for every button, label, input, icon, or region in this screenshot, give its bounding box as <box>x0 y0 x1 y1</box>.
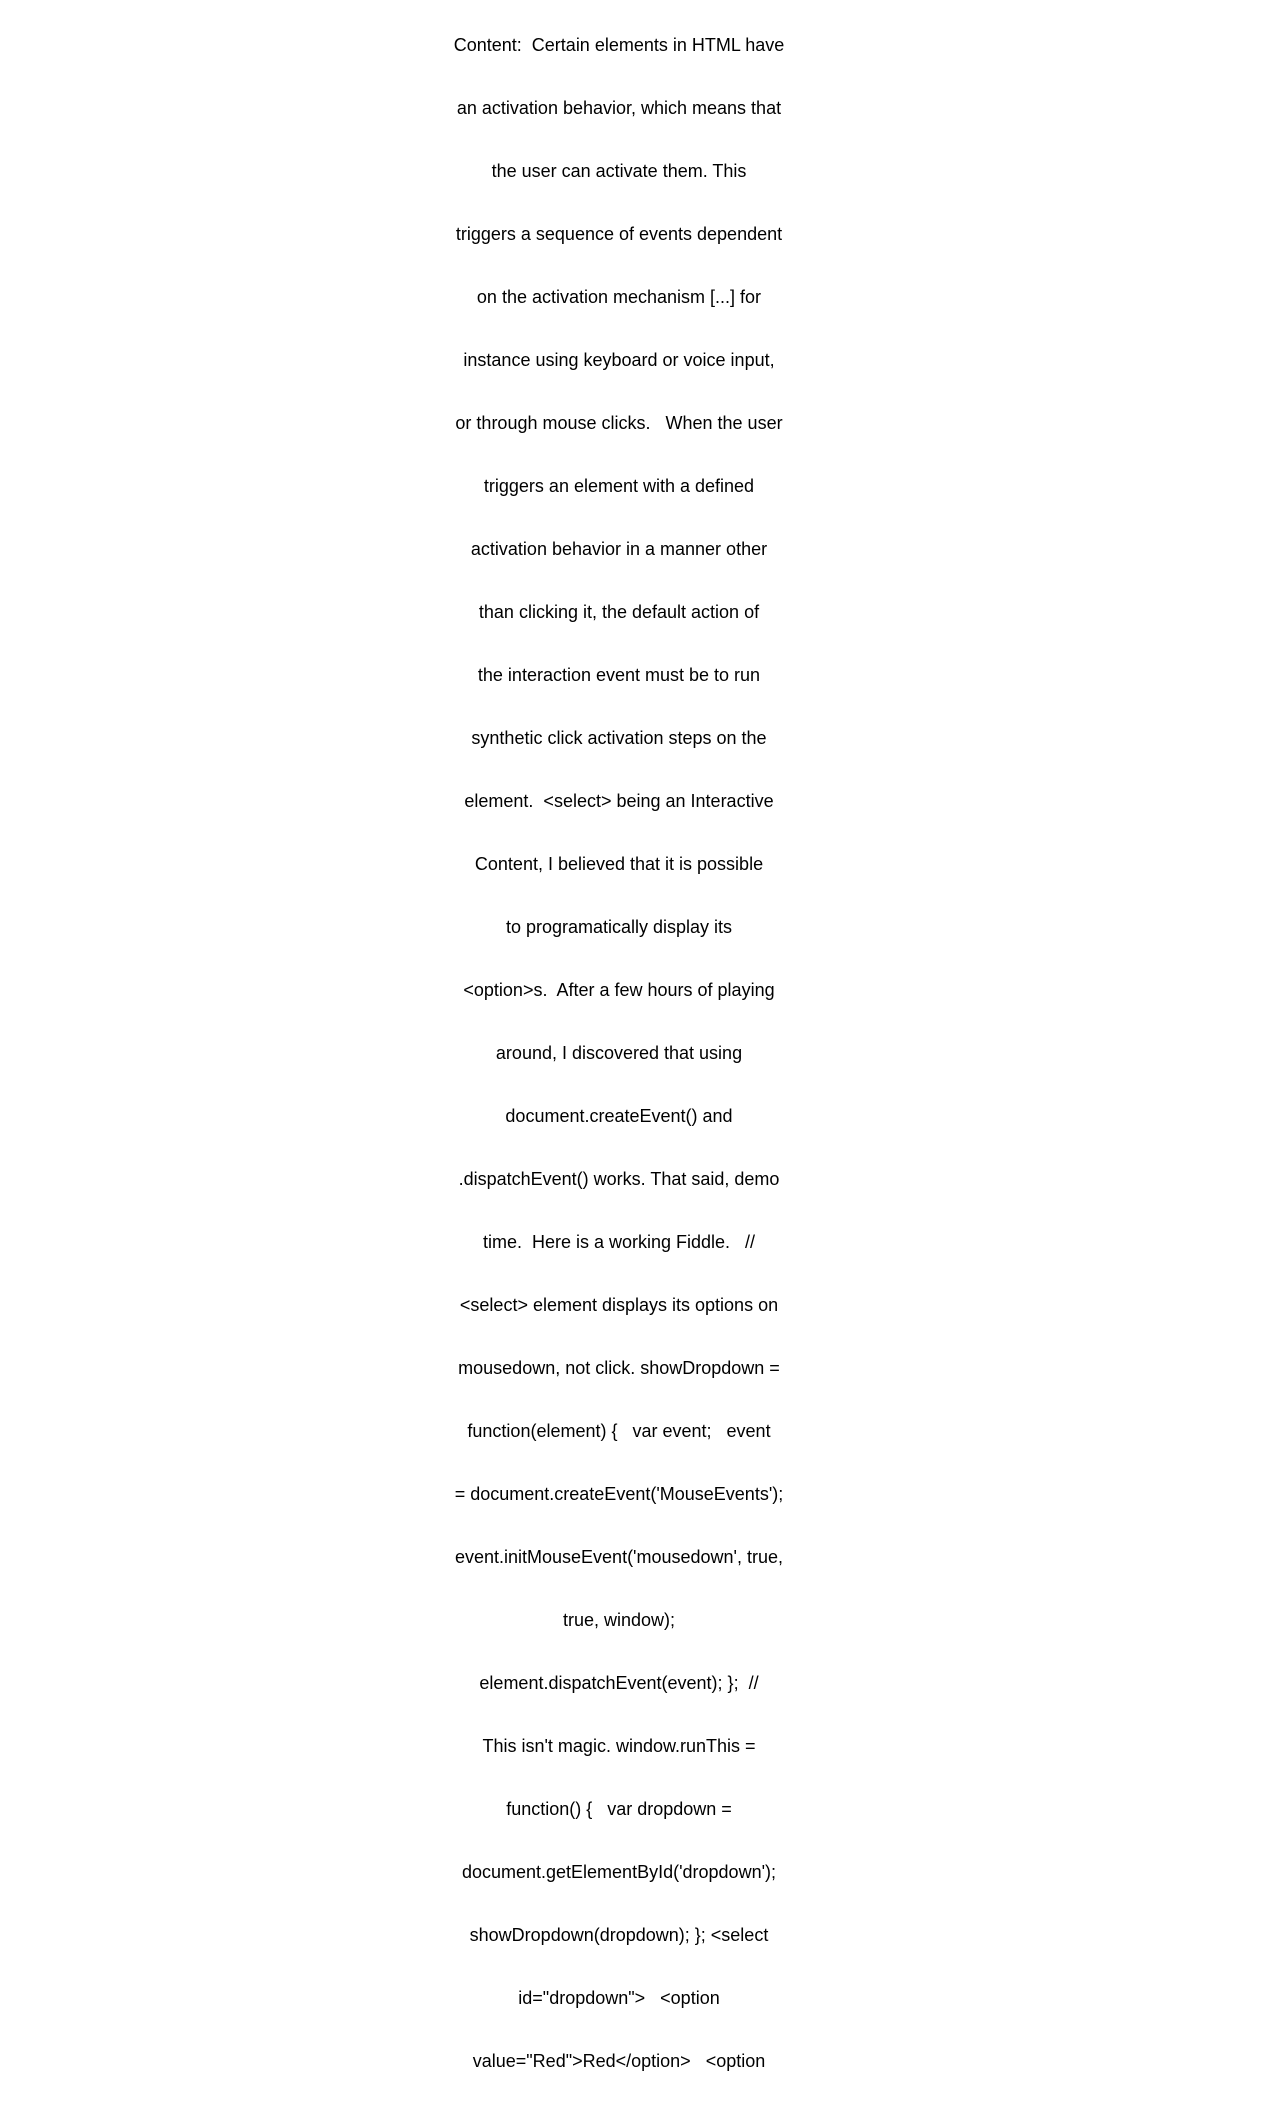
text-line: document.createEvent() and <box>505 1106 733 1126</box>
text-line: This isn't magic. window.runThis = <box>482 1736 756 1756</box>
article-text <box>452 0 786 2114</box>
text-line: event.initMouseEvent('mousedown', true, <box>454 1547 784 1567</box>
text-line: triggers an element with a defined <box>483 476 755 496</box>
text-line: element. <select> being an Interactive <box>464 791 774 811</box>
text-line: element.dispatchEvent(event); }; // <box>479 1673 759 1693</box>
text-line: the interaction event must be to run <box>477 665 761 685</box>
text-line: around, I discovered that using <box>495 1043 743 1063</box>
text-line: or through mouse clicks. When the user <box>455 413 783 433</box>
text-line: an activation behavior, which means that <box>456 98 782 118</box>
text-line: = document.createEvent('MouseEvents'); <box>454 1484 784 1504</box>
text-line: value="Red">Red</option> <option <box>472 2051 766 2071</box>
text-line: mousedown, not click. showDropdown = <box>458 1358 780 1378</box>
text-line: Content, I believed that it is possible <box>474 854 764 874</box>
text-line: triggers a sequence of events dependent <box>455 224 783 244</box>
text-line: true, window); <box>562 1610 676 1630</box>
text-line: synthetic click activation steps on the <box>471 728 767 748</box>
text-line: instance using keyboard or voice input, <box>463 350 775 370</box>
text-line: activation behavior in a manner other <box>470 539 768 559</box>
text-line: <option>s. After a few hours of playing <box>463 980 775 1000</box>
text-line: <select> element displays its options on <box>459 1295 779 1315</box>
text-line: Content: Certain elements in HTML have <box>453 35 785 55</box>
text-line: document.getElementById('dropdown'); <box>461 1862 777 1882</box>
text-line: on the activation mechanism [...] for <box>476 287 762 307</box>
text-line: function() { var dropdown = <box>506 1799 732 1819</box>
text-line: time. Here is a working Fiddle. // <box>482 1232 756 1252</box>
text-line: function(element) { var event; event <box>467 1421 771 1441</box>
text-line: the user can activate them. This <box>491 161 747 181</box>
text-line: .dispatchEvent() works. That said, demo <box>458 1169 780 1189</box>
text-line: showDropdown(dropdown); }; <select <box>469 1925 769 1945</box>
text-line: than clicking it, the default action of <box>478 602 760 622</box>
text-line: id="dropdown"> <option <box>518 1988 720 2008</box>
text-line: to programatically display its <box>505 917 733 937</box>
